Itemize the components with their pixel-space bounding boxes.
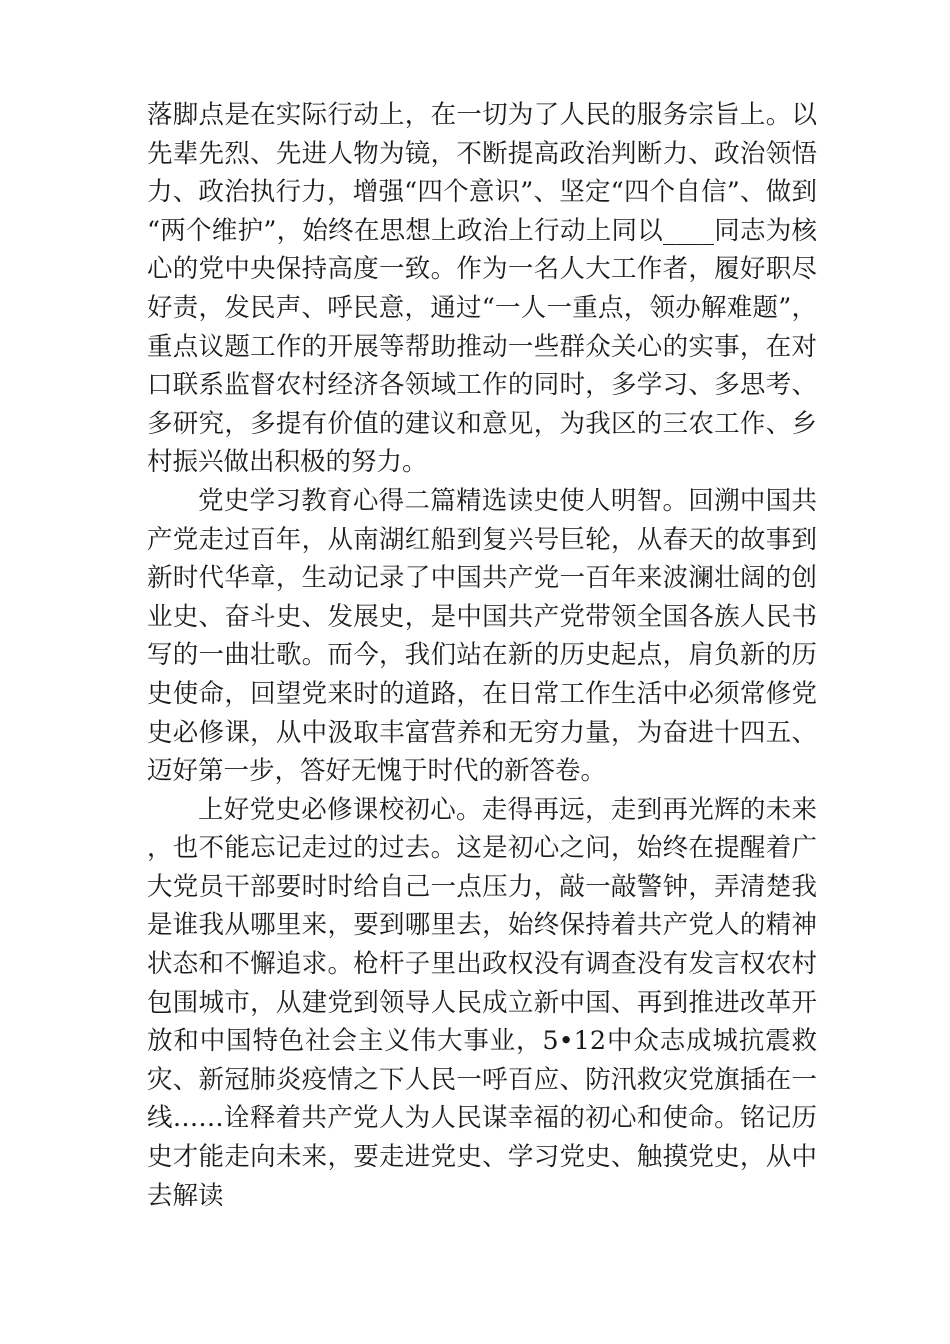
paragraph-party-history-reading: 党史学习教育心得二篇精选读史使人明智。回溯中国共产党走过百年，从南湖红船到复兴号巨轮，从春天的故事到新时代华章，生动记录了中国共产党一百年来波澜壮阔的创业史、奋斗史、发展史，是中国共产党带领全国各族人民书写的一曲壮歌。而今，我们站在新的历史起点，肩负新的历史使命，回望党来时的道路，在日常工作生活中必须常修党史必修课，从中汲取丰富营养和无穷力量，为奋进十四五、迈好第一步，答好无愧于时代的新答卷。: [147, 485, 817, 787]
paragraph-original-aspiration: 上好党史必修课校初心。走得再远，走到再光辉的未来，也不能忘记走过的过去。这是初心之问，始终在提醒着广大党员干部要时时给自己一点压力，敲一敲警钟，弄清楚我是谁我从哪里来，要到哪里去，始终保持着共产党人的精神状态和不懈追求。枪杆子里出政权没有调查没有发言权农村包围城市，从建党到领导人民成立新中国、再到推进改革开放和中国特色社会主义伟大事业，5•12中众志成城抗震救灾、新冠肺炎疫情之下人民一呼百应、防汛救灾党旗插在一线……诠释着共产党人为人民谋幸福的初心和使命。铭记历史才能走向未来，要走进党史、学习党史、触摸党史，从中去解读: [147, 794, 817, 1211]
document-body: [147, 96, 817, 1215]
paragraph-continuation: 落脚点是在实际行动上，在一切为了人民的服务宗旨上。以先辈先烈、先进人物为镜，不断提高政治判断力、政治领悟力、政治执行力，增强“四个意识”、坚定“四个自信”、做到“两个维护”，始终在思想上政治上行动上同以____同志为核心的党中央保持高度一致。作为一名人大工作者，履好职尽好责，发民声、呼民意，通过“一人一重点，领办解难题”，重点议题工作的开展等帮助推动一些群众关心的实事，在对口联系监督农村经济各领域工作的同时，多学习、多思考、多研究，多提有价值的建议和意见，为我区的三农工作、乡村振兴做出积极的努力。: [147, 100, 817, 478]
